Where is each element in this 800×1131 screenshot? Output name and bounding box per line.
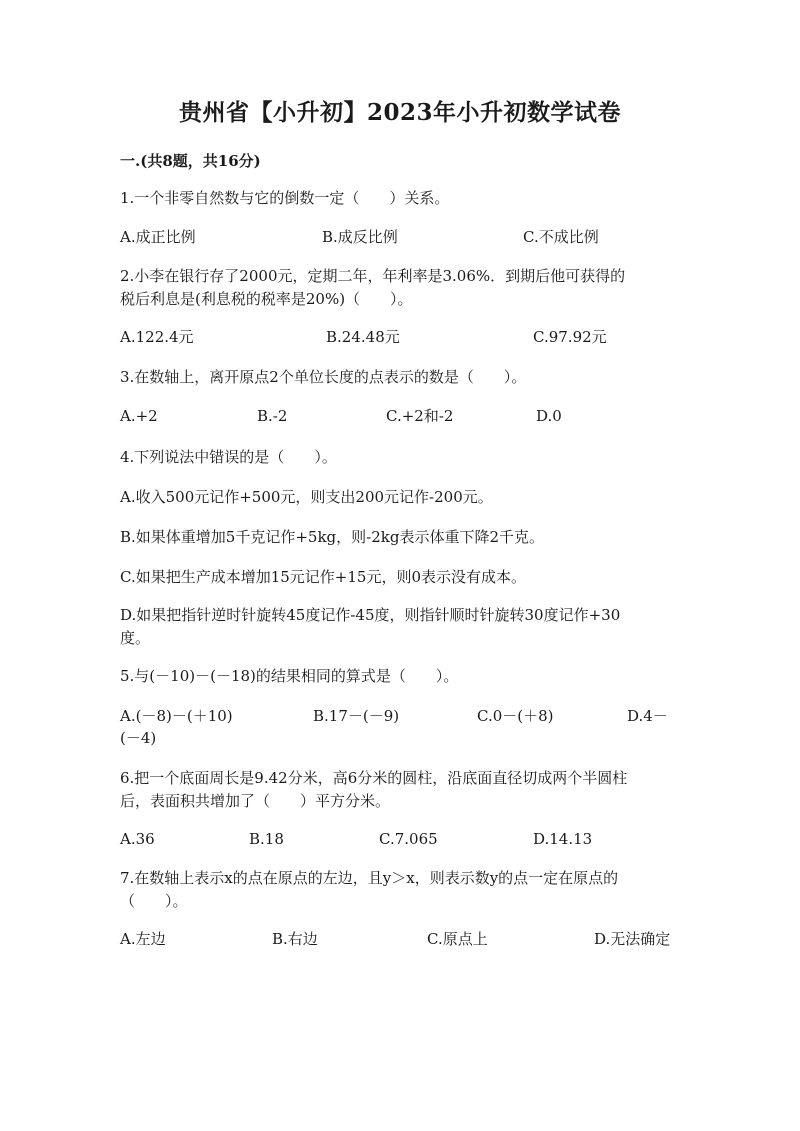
section-heading: 一.(共8题，共16分) xyxy=(120,152,261,170)
question-1-stem: 1.一个非零自然数与它的倒数一定（ ）关系。 xyxy=(120,189,450,207)
question-1-option-a: A.成正比例 xyxy=(120,228,196,246)
question-4-option-d: D.如果把指针逆时针旋转45度记作-45度，则指针顺时针旋转30度记作+30 xyxy=(120,606,621,624)
question-2-option-b: B.24.48元 xyxy=(326,328,400,346)
question-6-option-c: C.7.065 xyxy=(379,830,438,848)
question-2-option-c: C.97.92元 xyxy=(533,328,607,346)
question-6-stem: 6.把一个底面周长是9.42分米，高6分米的圆柱，沿底面直径切成两个半圆柱 xyxy=(120,769,628,787)
question-5-option-a: A.(－8)－(＋10) xyxy=(120,707,233,725)
question-6-option-a: A.36 xyxy=(120,830,155,848)
question-3-option-b: B.-2 xyxy=(257,407,288,425)
question-7-stem: 7.在数轴上表示x的点在原点的左边，且y＞x，则表示数y的点一定在原点的 xyxy=(120,869,619,887)
question-6-option-d: D.14.13 xyxy=(533,830,593,848)
question-2-stem: 税后利息是(利息税的税率是20%)（ ）。 xyxy=(120,290,413,308)
question-1-option-c: C.不成比例 xyxy=(523,228,599,246)
question-7-option-a: A.左边 xyxy=(120,930,166,948)
question-2-stem: 2.小李在银行存了2000元，定期二年，年利率是3.06%．到期后他可获得的 xyxy=(120,267,626,285)
question-7-stem: （ ）。 xyxy=(120,892,188,910)
question-5-option-d: D.4－ xyxy=(627,707,668,725)
question-6-option-b: B.18 xyxy=(249,830,284,848)
question-7-option-c: C.原点上 xyxy=(427,930,488,948)
question-5-option-c: C.0－(＋8) xyxy=(477,707,554,725)
question-3-stem: 3.在数轴上，离开原点2个单位长度的点表示的数是（ ）。 xyxy=(120,368,527,386)
question-4-stem: 4.下列说法中错误的是（ ）。 xyxy=(120,448,337,466)
question-6-stem: 后，表面积共增加了（ ）平方分米。 xyxy=(120,792,391,810)
question-5-option-d-cont: (－4) xyxy=(120,729,157,747)
question-1-option-b: B.成反比例 xyxy=(322,228,398,246)
question-4-option-a: A.收入500元记作+500元，则支出200元记作-200元。 xyxy=(120,488,493,506)
question-3-option-c: C.+2和-2 xyxy=(386,407,454,425)
question-7-option-b: B.右边 xyxy=(272,930,318,948)
question-4-option-d-cont: 度。 xyxy=(120,629,151,647)
question-5-option-b: B.17－(－9) xyxy=(313,707,400,725)
question-7-option-d: D.无法确定 xyxy=(594,930,671,948)
question-3-option-a: A.+2 xyxy=(120,407,158,425)
question-4-option-c: C.如果把生产成本增加15元记作+15元，则0表示没有成本。 xyxy=(120,568,526,586)
question-5-stem: 5.与(－10)－(－18)的结果相同的算式是（ ）。 xyxy=(120,667,459,685)
question-4-option-b: B.如果体重增加5千克记作+5kg，则-2kg表示体重下降2千克。 xyxy=(120,528,544,546)
page-title: 贵州省【小升初】2023年小升初数学试卷 xyxy=(178,99,621,126)
question-2-option-a: A.122.4元 xyxy=(120,328,194,346)
question-3-option-d: D.0 xyxy=(536,407,562,425)
